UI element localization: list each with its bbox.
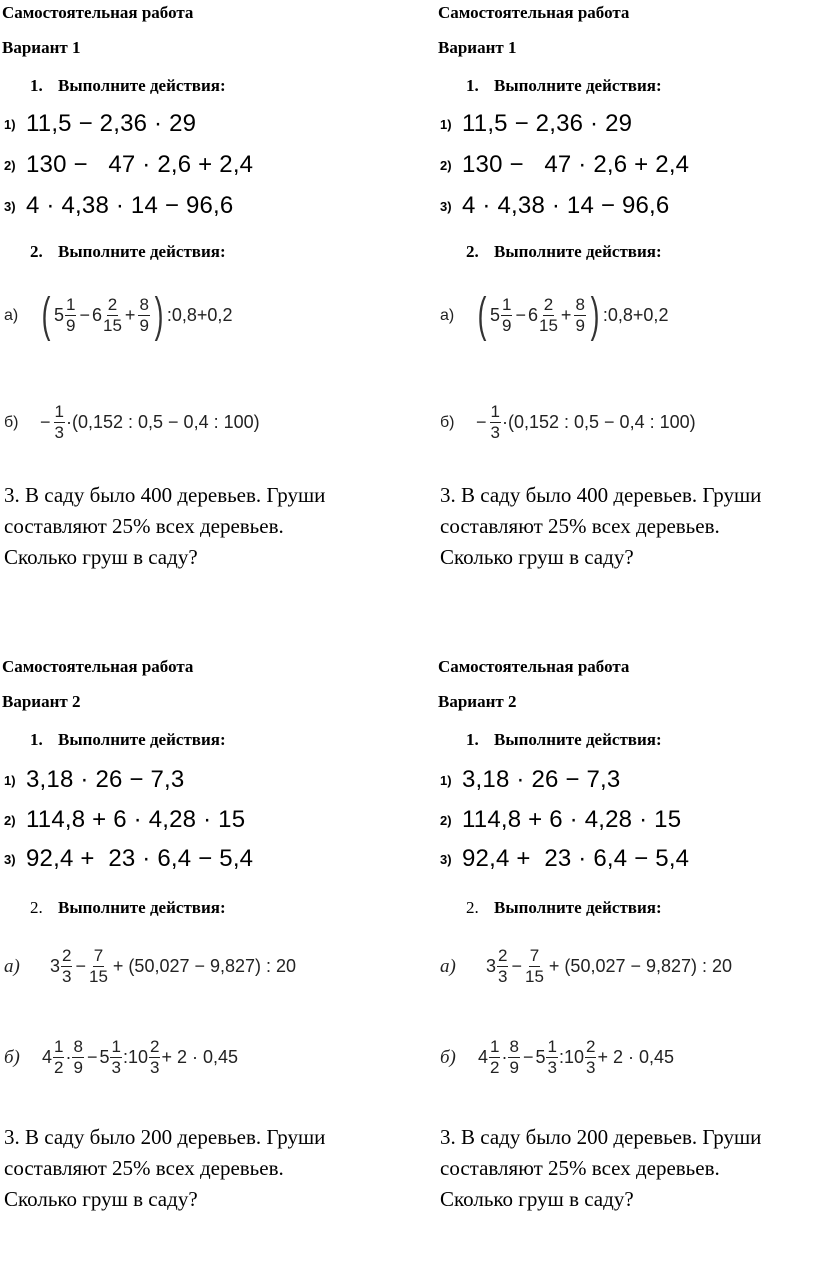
task2-b-expression: б) − $\frac{1}{3}$ ·(0,152 : 0,5 − 0,4 : 100): [440, 402, 696, 442]
task1-item-2: 2) 114,8 + 6 · 4,28 · 15: [4, 806, 246, 833]
task1-item-2: 2) 130 − 47 · 2,6 + 2,4: [4, 151, 254, 178]
worksheet-card-variant-1-right: [436, 0, 816, 620]
task2-a-expression: а) ( 5 $\frac{1}{9}$ − 6 $\frac{2}{15}$ + $\frac{8}{9}$ ) :0,8+0,2: [4, 288, 233, 342]
task1-item-3: 3) 4 · 4,38 · 14 − 96,6: [440, 192, 670, 219]
task1-item-1: 1) 11,5 − 2,36 · 29: [4, 110, 197, 137]
variant-label: Вариант 2: [438, 692, 517, 711]
task2-b-expression: б) − $\frac{1}{3}$ ·(0,152 : 0,5 − 0,4 : 100): [4, 402, 260, 442]
worksheet-title: Самостоятельная работа: [438, 3, 630, 22]
task1-heading: 1. Выполните действия:: [30, 76, 226, 95]
task2-heading: 2. Выполните действия:: [30, 898, 226, 917]
worksheet-title: Самостоятельная работа: [2, 3, 194, 22]
task1-item-1: 1) 3,18 · 26 − 7,3: [440, 766, 621, 793]
worksheet-title: Самостоятельная работа: [438, 657, 630, 676]
task1-heading: 1. Выполните действия:: [30, 730, 226, 749]
worksheet-title: Самостоятельная работа: [2, 657, 194, 676]
task3-word-problem: 3. В саду было 400 деревьев. Груши составляют 25% всех деревьев. Сколько груш в саду?: [440, 483, 762, 569]
task2-heading: 2. Выполните действия:: [466, 898, 662, 917]
task1-item-3: 3) 4 · 4,38 · 14 − 96,6: [4, 192, 234, 219]
task1-item-1: 1) 11,5 − 2,36 · 29: [440, 110, 633, 137]
task2-a-expression: а) ( 5 $\frac{1}{9}$ − 6 $\frac{2}{15}$ + $\frac{8}{9}$ ) :0,8+0,2: [440, 288, 669, 342]
worksheet-card-variant-2-right: [436, 654, 816, 1274]
task2-heading: 2. Выполните действия:: [30, 242, 226, 261]
task3-word-problem: 3. В саду было 400 деревьев. Груши составляют 25% всех деревьев. Сколько груш в саду?: [4, 483, 326, 569]
variant-label: Вариант 1: [2, 38, 81, 57]
task2-a-expression: а) 3 $\frac{2}{3}$ − $\frac{7}{15}$ + (50,027 − 9,827) : 20: [4, 946, 297, 986]
variant-label: Вариант 2: [2, 692, 81, 711]
task1-item-3: 3) 92,4 + 23 · 6,4 − 5,4: [440, 845, 690, 872]
task1-item-2: 2) 114,8 + 6 · 4,28 · 15: [440, 806, 682, 833]
task2-heading: 2. Выполните действия:: [466, 242, 662, 261]
variant-label: Вариант 1: [438, 38, 517, 57]
task1-heading: 1. Выполните действия:: [466, 730, 662, 749]
task3-word-problem: 3. В саду было 200 деревьев. Груши составляют 25% всех деревьев. Сколько груш в саду?: [440, 1125, 762, 1211]
task1-item-2: 2) 130 − 47 · 2,6 + 2,4: [440, 151, 690, 178]
worksheet-card-variant-1-left: [0, 0, 380, 620]
task1-item-3: 3) 92,4 + 23 · 6,4 − 5,4: [4, 845, 254, 872]
task1-heading: 1. Выполните действия:: [466, 76, 662, 95]
task2-b-expression: б) 4 $\frac{1}{2}$ · $\frac{8}{9}$ − 5 $\frac{1}{3}$ : 10 $\frac{2}{3}$ + 2 · 0,45: [440, 1037, 675, 1077]
worksheet-card-variant-2-left: [0, 654, 380, 1274]
task1-item-1: 1) 3,18 · 26 − 7,3: [4, 766, 185, 793]
task2-a-expression: а) 3 $\frac{2}{3}$ − $\frac{7}{15}$ + (50,027 − 9,827) : 20: [440, 946, 733, 986]
task3-word-problem: 3. В саду было 200 деревьев. Груши составляют 25% всех деревьев. Сколько груш в саду?: [4, 1125, 326, 1211]
task2-b-expression: б) 4 $\frac{1}{2}$ · $\frac{8}{9}$ − 5 $\frac{1}{3}$ : 10 $\frac{2}{3}$ + 2 · 0,45: [4, 1037, 239, 1077]
